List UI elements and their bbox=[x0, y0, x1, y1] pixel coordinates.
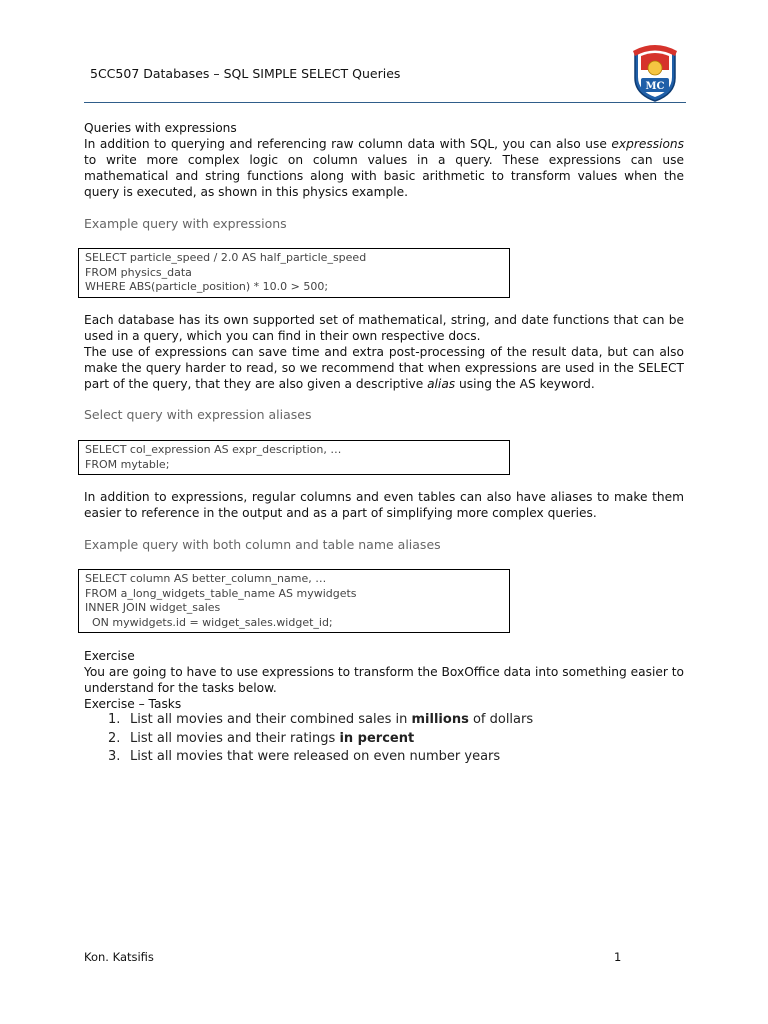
paragraph-aliases: The use of expressions can save time and extra post-processing of the result data, but can also make the query harder to read, so we recommend that when expressions are used in the SELECT part of the query, that they are also given a descriptive alias using the AS keyword. bbox=[84, 345, 684, 391]
header-title bbox=[90, 66, 400, 81]
header-topic: SQL SIMPLE SELECT Queries bbox=[223, 66, 401, 81]
task-item: 1. List all movies and their combined sales in millions of dollars bbox=[108, 712, 534, 727]
example-title-2: Select query with expression aliases bbox=[84, 407, 312, 422]
paragraph-table-aliases: In addition to expressions, regular columns and even tables can also have aliases to make them easier to reference in the output and as a part of simplifying more complex queries. bbox=[84, 490, 684, 520]
college-crest-logo bbox=[629, 44, 681, 102]
code-line: FROM a_long_widgets_table_name AS mywidgets bbox=[85, 586, 357, 600]
code-line: FROM mytable; bbox=[85, 457, 170, 471]
emphasis-alias: alias bbox=[427, 377, 456, 391]
code-line: SELECT col_expression AS expr_description, … bbox=[85, 443, 342, 456]
paragraph-functions: Each database has its own supported set of mathematical, string, and date functions that can be used in a query, which you can find in their own respective docs. bbox=[84, 313, 684, 343]
course-code: 5CC507 Databases bbox=[90, 66, 210, 81]
example-title-3: Example query with both column and table name aliases bbox=[84, 537, 441, 552]
code-block-3 bbox=[78, 569, 510, 633]
code-line: ON mywidgets.id = widget_sales.widget_id; bbox=[85, 615, 333, 629]
code-line: INNER JOIN widget_sales bbox=[85, 601, 221, 614]
code-block-2 bbox=[78, 440, 510, 475]
example-title-1: Example query with expressions bbox=[84, 216, 287, 231]
code-line: WHERE ABS(particle_position) * 10.0 > 500; bbox=[85, 280, 329, 293]
exercise-intro: You are going to have to use expressions to transform the BoxOffice data into something easier to understand for the tasks below. bbox=[84, 665, 684, 695]
paragraph-expressions-intro: In addition to querying and referencing raw column data with SQL, you can also use expressions to write more complex logic on column values in a query. These expressions can use mathematical and string functions along with basic arithmetic to transform values when the query is executed, as shown in this physics example. bbox=[84, 137, 684, 199]
code-line: SELECT column AS better_column_name, … bbox=[85, 572, 327, 585]
exercise-heading: Exercise bbox=[84, 649, 135, 663]
emphasis-expressions: expressions bbox=[611, 137, 684, 151]
logo-monogram: MC bbox=[645, 81, 665, 92]
page-number: 1 bbox=[614, 950, 622, 964]
task-list bbox=[108, 711, 533, 767]
footer-author: Kon. Katsifis bbox=[84, 950, 154, 964]
section-heading-expressions: Queries with expressions bbox=[84, 121, 237, 135]
code-line: SELECT particle_speed / 2.0 AS half_particle_speed bbox=[85, 251, 367, 264]
task-item: 2. List all movies and their ratings in percent bbox=[108, 730, 415, 746]
tasks-heading: Exercise – Tasks bbox=[84, 697, 182, 711]
task-item: 3. List all movies that were released on even number years bbox=[108, 749, 501, 764]
header-separator: – bbox=[209, 66, 224, 81]
page-header bbox=[84, 58, 686, 103]
code-line: FROM physics_data bbox=[85, 265, 192, 279]
code-block-1 bbox=[78, 248, 510, 298]
